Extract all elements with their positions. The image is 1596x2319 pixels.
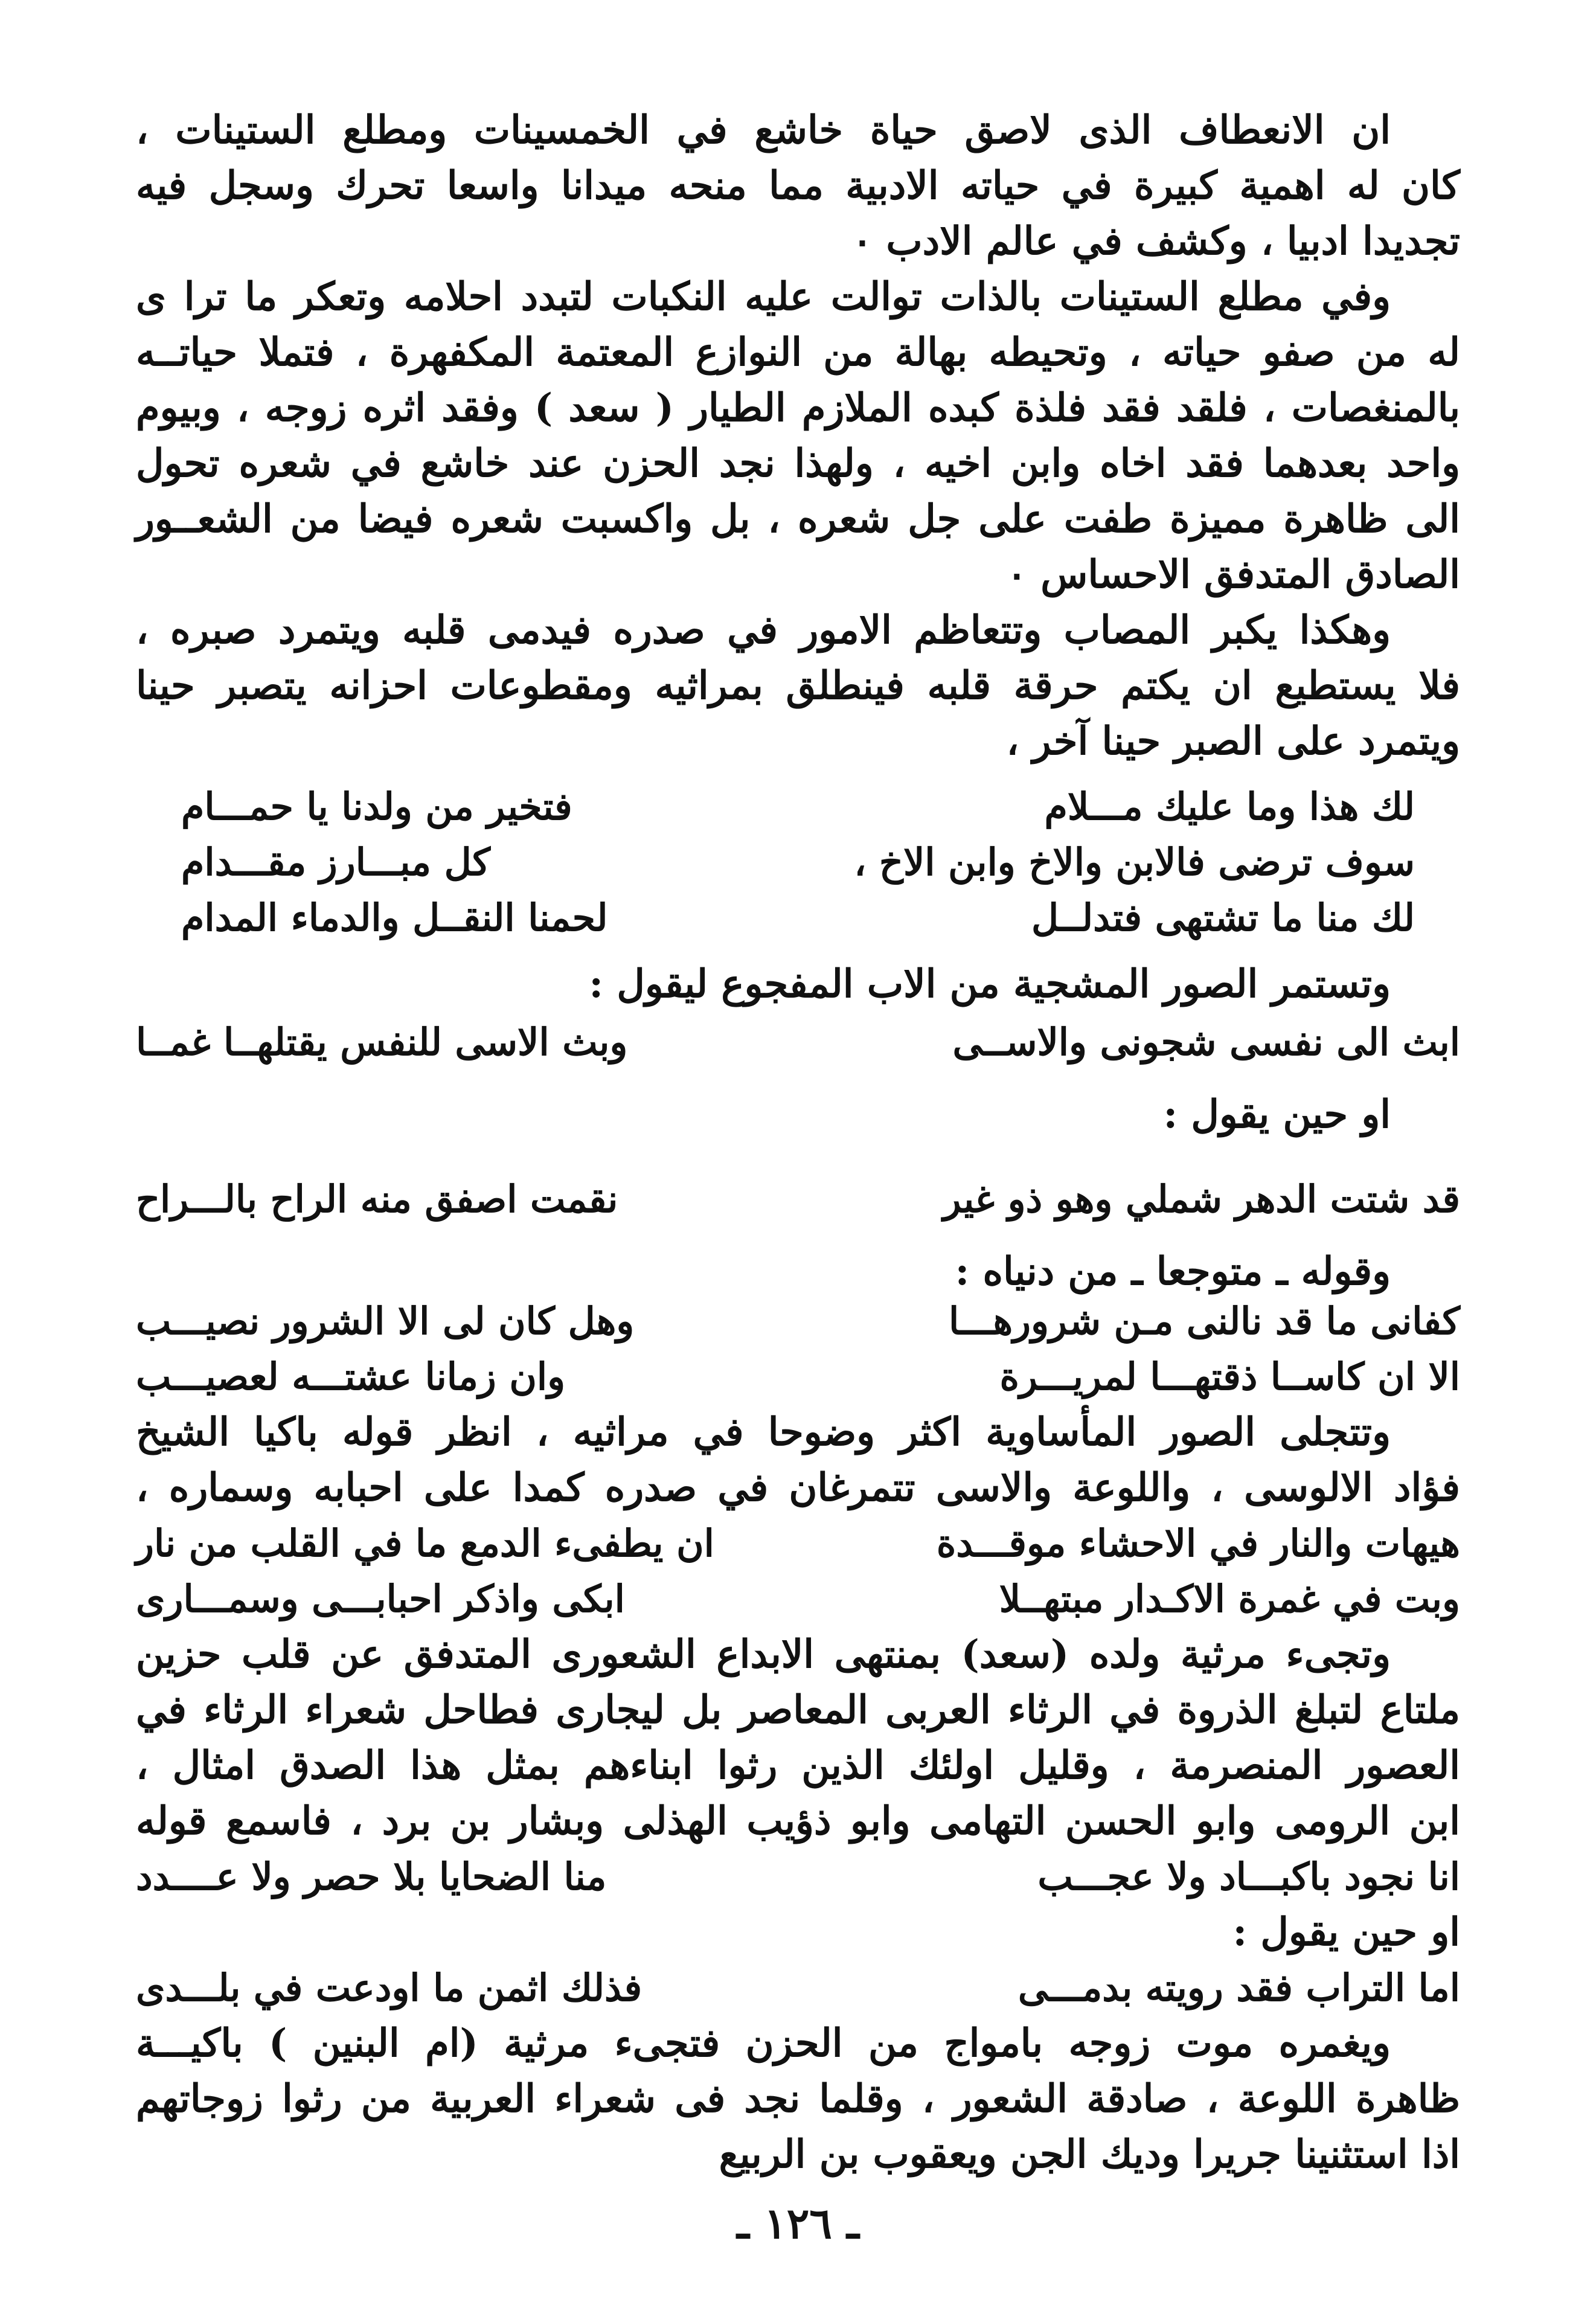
verse-second-hemistich: فتخير من ولدنا يا حمـــام: [181, 784, 572, 829]
verse-first-hemistich: لك منا ما تشتهى فتدلــل: [1031, 896, 1415, 940]
text-line: وهكذا يكبر المصاب وتتعاظم الامور في صدره فيدمى قلبه ويتمرد صبره ،: [136, 608, 1391, 653]
poem-verse: [181, 835, 1415, 890]
poem-verse: [136, 1849, 1460, 1905]
text-line: ويغمره موت زوجه بامواج من الحزن فتجىء مرثية (ام البنين ) باكيـــة: [136, 2021, 1391, 2066]
verse-first-hemistich: اما التراب فقد رويته بدمـــى: [1018, 1966, 1460, 2010]
text-line: اذا استثنينا جريرا وديك الجن ويعقوب بن الربيع: [719, 2132, 1460, 2177]
page-number: ـ ١٢٦ ـ: [737, 2198, 859, 2248]
text-line: وتجىء مرثية ولده (سعد) بمنتهى الابداع الشعورى المتدفق عن قلب حزين: [136, 1632, 1391, 1677]
text-line: وتستمر الصور المشجية من الاب المفجوع ليقول :: [589, 961, 1391, 1007]
verse-second-hemistich: وبث الاسى للنفس يقتلهــا غمــا: [136, 1020, 628, 1064]
verse-second-hemistich: ابكى واذكر احبابـــى وسمـــارى: [136, 1577, 625, 1621]
poem-verse: [181, 779, 1415, 835]
text-line: كان له اهمية كبيرة في حياته الادبية مما منحه ميدانا واسعا تحرك وسجل فيه: [136, 163, 1461, 208]
text-line: ملتاع لتبلغ الذروة في الرثاء العربى المعاصر بل ليجارى فطاحل شعراء الرثاء في: [136, 1687, 1460, 1733]
verse-second-hemistich: فذلك اثمن ما اودعت في بلـــدى: [136, 1966, 643, 2010]
poem-verse: [136, 1349, 1460, 1405]
verse-first-hemistich: كفانى ما قد نالنى مـن شرورهـــا: [948, 1299, 1460, 1343]
text-line: فؤاد الالوسى ، واللوعة والاسى تتمرغان في صدره كمدا على احبابه وسماره ،: [136, 1465, 1460, 1510]
verse-second-hemistich: لحمنا النقــل والدماء المدام: [181, 896, 608, 940]
poem-verse: [136, 1015, 1460, 1070]
text-line: او حين يقول :: [1232, 1910, 1460, 1955]
text-line: وتتجلى الصور المأساوية اكثر وضوحا في مراثيه ، انظر قوله باكيا الشيخ: [136, 1410, 1391, 1455]
poem-verse: [136, 1172, 1460, 1227]
poem-verse: [136, 1960, 1460, 2016]
poem-verse: [136, 1571, 1460, 1627]
verse-first-hemistich: لك هذا وما عليك مـــلام: [1044, 784, 1415, 829]
text-line: ظاهرة اللوعة ، صادقة الشعور ، وقلما نجد فى شعراء العربية من رثوا زوجاتهم: [136, 2076, 1461, 2122]
verse-second-hemistich: وان زمانا عشتـــه لعصيـــب: [136, 1355, 566, 1399]
text-line: ان الانعطاف الذى لاصق حياة خاشع في الخمسينات ومطلع الستينات ،: [136, 107, 1391, 153]
text-line: له من صفو حياته ، وتحيطه بهالة من النوازع المعتمة المكفهرة ، فتملا حياتــه: [136, 330, 1460, 375]
text-line: ويتمرد على الصبر حينا آخر ،: [1006, 719, 1460, 764]
text-line: الى ظاهرة مميزة طفت على جل شعره ، بل واكسبت شعره فيضا من الشعــور: [136, 496, 1460, 542]
text-line: واحد بعدهما فقد اخاه وابن اخيه ، ولهذا نجد الحزن عند خاشع في شعره تحول: [136, 441, 1461, 486]
verse-first-hemistich: انا نجود باكبـــاد ولا عجـــب: [1037, 1855, 1460, 1899]
poem-verse: [181, 890, 1415, 946]
verse-second-hemistich: كل مبـــارز مقـــدام: [181, 840, 491, 884]
text-line: الصادق المتدفق الاحساس ٠: [1006, 552, 1460, 597]
text-line: او حين يقول :: [1163, 1092, 1391, 1137]
text-line: فلا يستطيع ان يكتم حرقة قلبه فينطلق بمراثيه ومقطوعات احزانه يتصبر حينا: [136, 663, 1460, 708]
verse-second-hemistich: وهل كان لى الا الشرور نصيـــب: [136, 1299, 635, 1343]
verse-first-hemistich: ابث الى نفسى شجونى والاســى: [952, 1020, 1460, 1064]
poem-verse: [136, 1294, 1460, 1349]
text-line: ابن الرومى وابو الحسن التهامى وابو ذؤيب الهذلى وبشار بن برد ، فاسمع قوله: [136, 1798, 1460, 1844]
verse-second-hemistich: ان يطفىء الدمع ما في القلب من نار: [136, 1521, 714, 1565]
verse-first-hemistich: هيهات والنار في الاحشاء موقـــدة: [936, 1521, 1460, 1565]
text-line: تجديدا ادبيا ، وكشف في عالم الادب ٠: [851, 219, 1460, 264]
verse-first-hemistich: قد شتت الدهر شملي وهو ذو غير: [943, 1177, 1460, 1221]
text-line: بالمنغصات ، فلقد فقد فلذة كبده الملازم الطيار ( سعد ) وفقد اثره زوجه ، وبيوم: [136, 385, 1460, 431]
verse-first-hemistich: سوف ترضى فالابن والاخ وابن الاخ ،: [854, 840, 1415, 884]
text-line: العصور المنصرمة ، وقليل اولئك الذين رثوا ابناءهم بمثل هذا الصدق امثال ،: [136, 1743, 1460, 1788]
poem-verse: [136, 1516, 1460, 1571]
verse-second-hemistich: نقمت اصفق منه الراح بالـــراح: [136, 1177, 618, 1221]
verse-second-hemistich: منا الضحايا بلا حصر ولا عــــدد: [136, 1855, 607, 1899]
text-line: وقوله ـ متوجعا ـ من دنياه :: [955, 1249, 1391, 1294]
text-line: وفي مطلع الستينات بالذات توالت عليه النكبات لتبدد احلامه وتعكر ما ترا ى: [136, 274, 1391, 319]
verse-first-hemistich: وبت في غمرة الاكـدار مبتهــلا: [999, 1577, 1460, 1621]
verse-first-hemistich: الا ان كاســا ذقتهـــا لمريـــرة: [999, 1355, 1460, 1399]
